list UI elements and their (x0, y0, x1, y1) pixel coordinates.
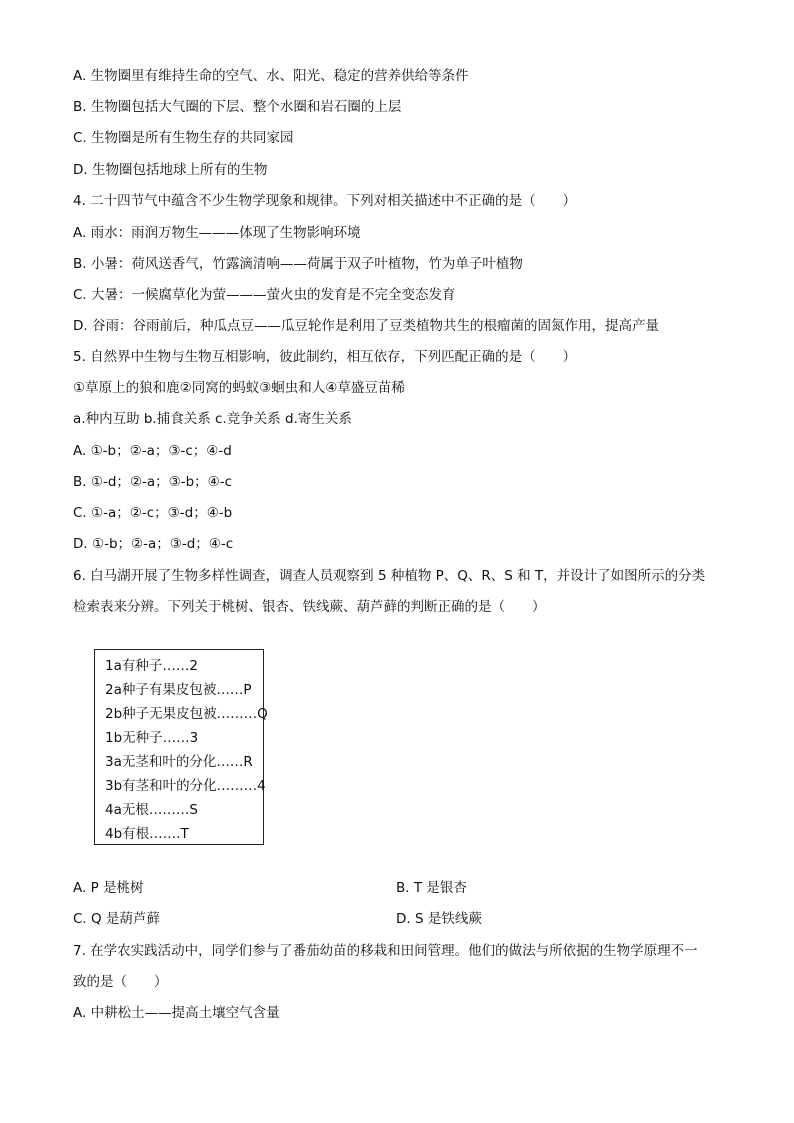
q4-option-a: A. 雨水：雨润万物生———体现了生物影响环境 (73, 225, 361, 241)
q4-option-d: D. 谷雨：谷雨前后，种瓜点豆——瓜豆轮作是利用了豆类植物共生的根瘤菌的固氮作用，提高产量 (73, 318, 659, 334)
q5-option-b: B. ①-d；②-a；③-b；④-c (73, 474, 233, 490)
q5-relations: a.种内互助 b.捕食关系 c.竞争关系 d.寄生关系 (73, 411, 352, 427)
key-line: 1b无种子……3 (105, 730, 199, 746)
q3-option-c: C. 生物圈是所有生物生存的共同家园 (73, 130, 294, 146)
key-line: 4b有根…….T (105, 826, 189, 842)
key-line: 3b有茎和叶的分化………4 (105, 778, 266, 794)
q6-option-b: B. T 是银杏 (396, 880, 467, 896)
q5-option-c: C. ①-a；②-c；③-d；④-b (73, 505, 233, 521)
q4-option-b: B. 小暑：荷风送香气，竹露滴清响——荷属于双子叶植物，竹为单子叶植物 (73, 256, 523, 272)
q6-option-a: A. P 是桃树 (73, 880, 144, 896)
q5-option-a: A. ①-b；②-a；③-c；④-d (73, 443, 232, 459)
q3-option-d: D. 生物圈包括地球上所有的生物 (73, 162, 268, 178)
q3-option-a: A. 生物圈里有维持生命的空气、水、阳光、稳定的营养供给等条件 (73, 68, 469, 84)
key-line: 1a有种子……2 (105, 658, 198, 674)
q6-option-c: C. Q 是葫芦藓 (73, 911, 160, 927)
q5-option-d: D. ①-b；②-a；③-d；④-c (73, 536, 234, 552)
q7-option-a: A. 中耕松土——提高土壤空气含量 (73, 1005, 280, 1021)
q6-stem-line1: 6. 白马湖开展了生物多样性调查，调查人员观察到 5 种植物 P、Q、R、S 和 T，并设计了如图所示的分类 (73, 568, 706, 584)
q7-stem-line1: 7. 在学农实践活动中，同学们参与了番茄幼苗的移栽和田间管理。他们的做法与所依据的生物学原理不一 (73, 943, 698, 959)
key-line: 2a种子有果皮包被……P (105, 682, 252, 698)
key-line: 3a无茎和叶的分化……R (105, 754, 253, 770)
q6-option-d: D. S 是铁线蕨 (396, 911, 482, 927)
q4-option-c: C. 大暑：一候腐草化为萤———萤火虫的发育是不完全变态发育 (73, 287, 456, 303)
key-line: 4a无根………S (105, 802, 198, 818)
q5-items: ①草原上的狼和鹿②同窝的蚂蚁③蛔虫和人④草盛豆苗稀 (73, 380, 405, 396)
q5-stem: 5. 自然界中生物与生物互相影响，彼此制约，相互依存，下列匹配正确的是（ ） (73, 349, 577, 365)
q4-stem: 4. 二十四节气中蕴含不少生物学现象和规律。下列对相关描述中不正确的是（ ） (73, 193, 577, 209)
q7-stem-line2: 致的是（ ） (73, 974, 168, 990)
key-line: 2b种子无果皮包被………Q (105, 706, 268, 722)
q3-option-b: B. 生物圈包括大气圈的下层、整个水圈和岩石圈的上层 (73, 99, 402, 115)
q6-stem-line2: 检索表来分辨。下列关于桃树、银杏、铁线蕨、葫芦藓的判断正确的是（ ） (73, 599, 546, 615)
classification-key-box (94, 649, 268, 845)
